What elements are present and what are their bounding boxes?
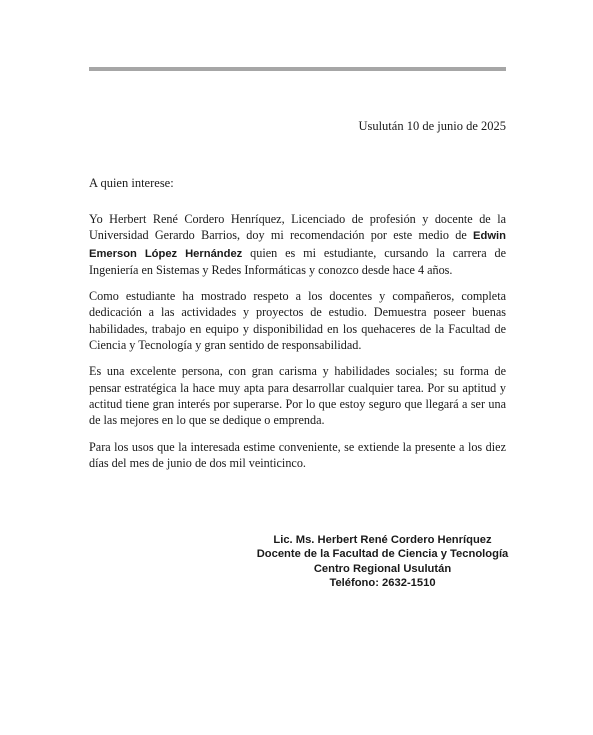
student-name: Edwin Emerson López Hernández — [89, 230, 506, 260]
header-rule — [89, 67, 506, 71]
intro-text-start: Yo Herbert René Cordero Henríquez, Licenciado de profesión y docente de la Universidad Gerardo Barrios, doy mi recomendación por este medio de — [89, 212, 506, 243]
date-line: Usulután 10 de junio de 2025 — [358, 119, 506, 133]
paragraph-introduction — [89, 211, 506, 278]
signature-block — [255, 533, 510, 591]
letter-body — [89, 211, 506, 481]
signer-role: Docente de la Facultad de Ciencia y Tecnología — [256, 548, 509, 561]
signer-name: Lic. Ms. Herbert René Cordero Henríquez — [273, 534, 492, 546]
paragraph-personality: Es una excelente persona, con gran carisma y habilidades sociales; su forma de pensar estratégica la hace muy apta para desarrollar cualquier tarea. Por su aptitud y actitud tiene gran interés por superarse. Por lo que estoy seguro que llegará a ser una de las mejores en lo que se dedique o emprenda. — [89, 364, 506, 428]
intro-text-end: quien es mi estudiante, cursando la carrera de Ingeniería en Sistemas y Redes Informáticas y conozco desde hace 4 años. — [89, 245, 506, 277]
paragraph-qualities: Como estudiante ha mostrado respeto a los docentes y compañeros, completa dedicación a las actividades y proyectos de estudio. Demuestra poseer buenas habilidades, trabajo en equipo y disponibilidad en los quehaceres de la Facultad de Ciencia y Tecnología y gran sentido de responsabilidad. — [89, 289, 506, 353]
signer-phone: Teléfono: 2632-1510 — [329, 577, 436, 590]
paragraph-closing: Para los usos que la interesada estime conveniente, se extiende la presente a los diez días del mes de junio de dos mil veinticinco. — [89, 439, 506, 470]
salutation: A quien interese: — [89, 176, 174, 190]
signer-center: Centro Regional Usulután — [313, 562, 452, 575]
